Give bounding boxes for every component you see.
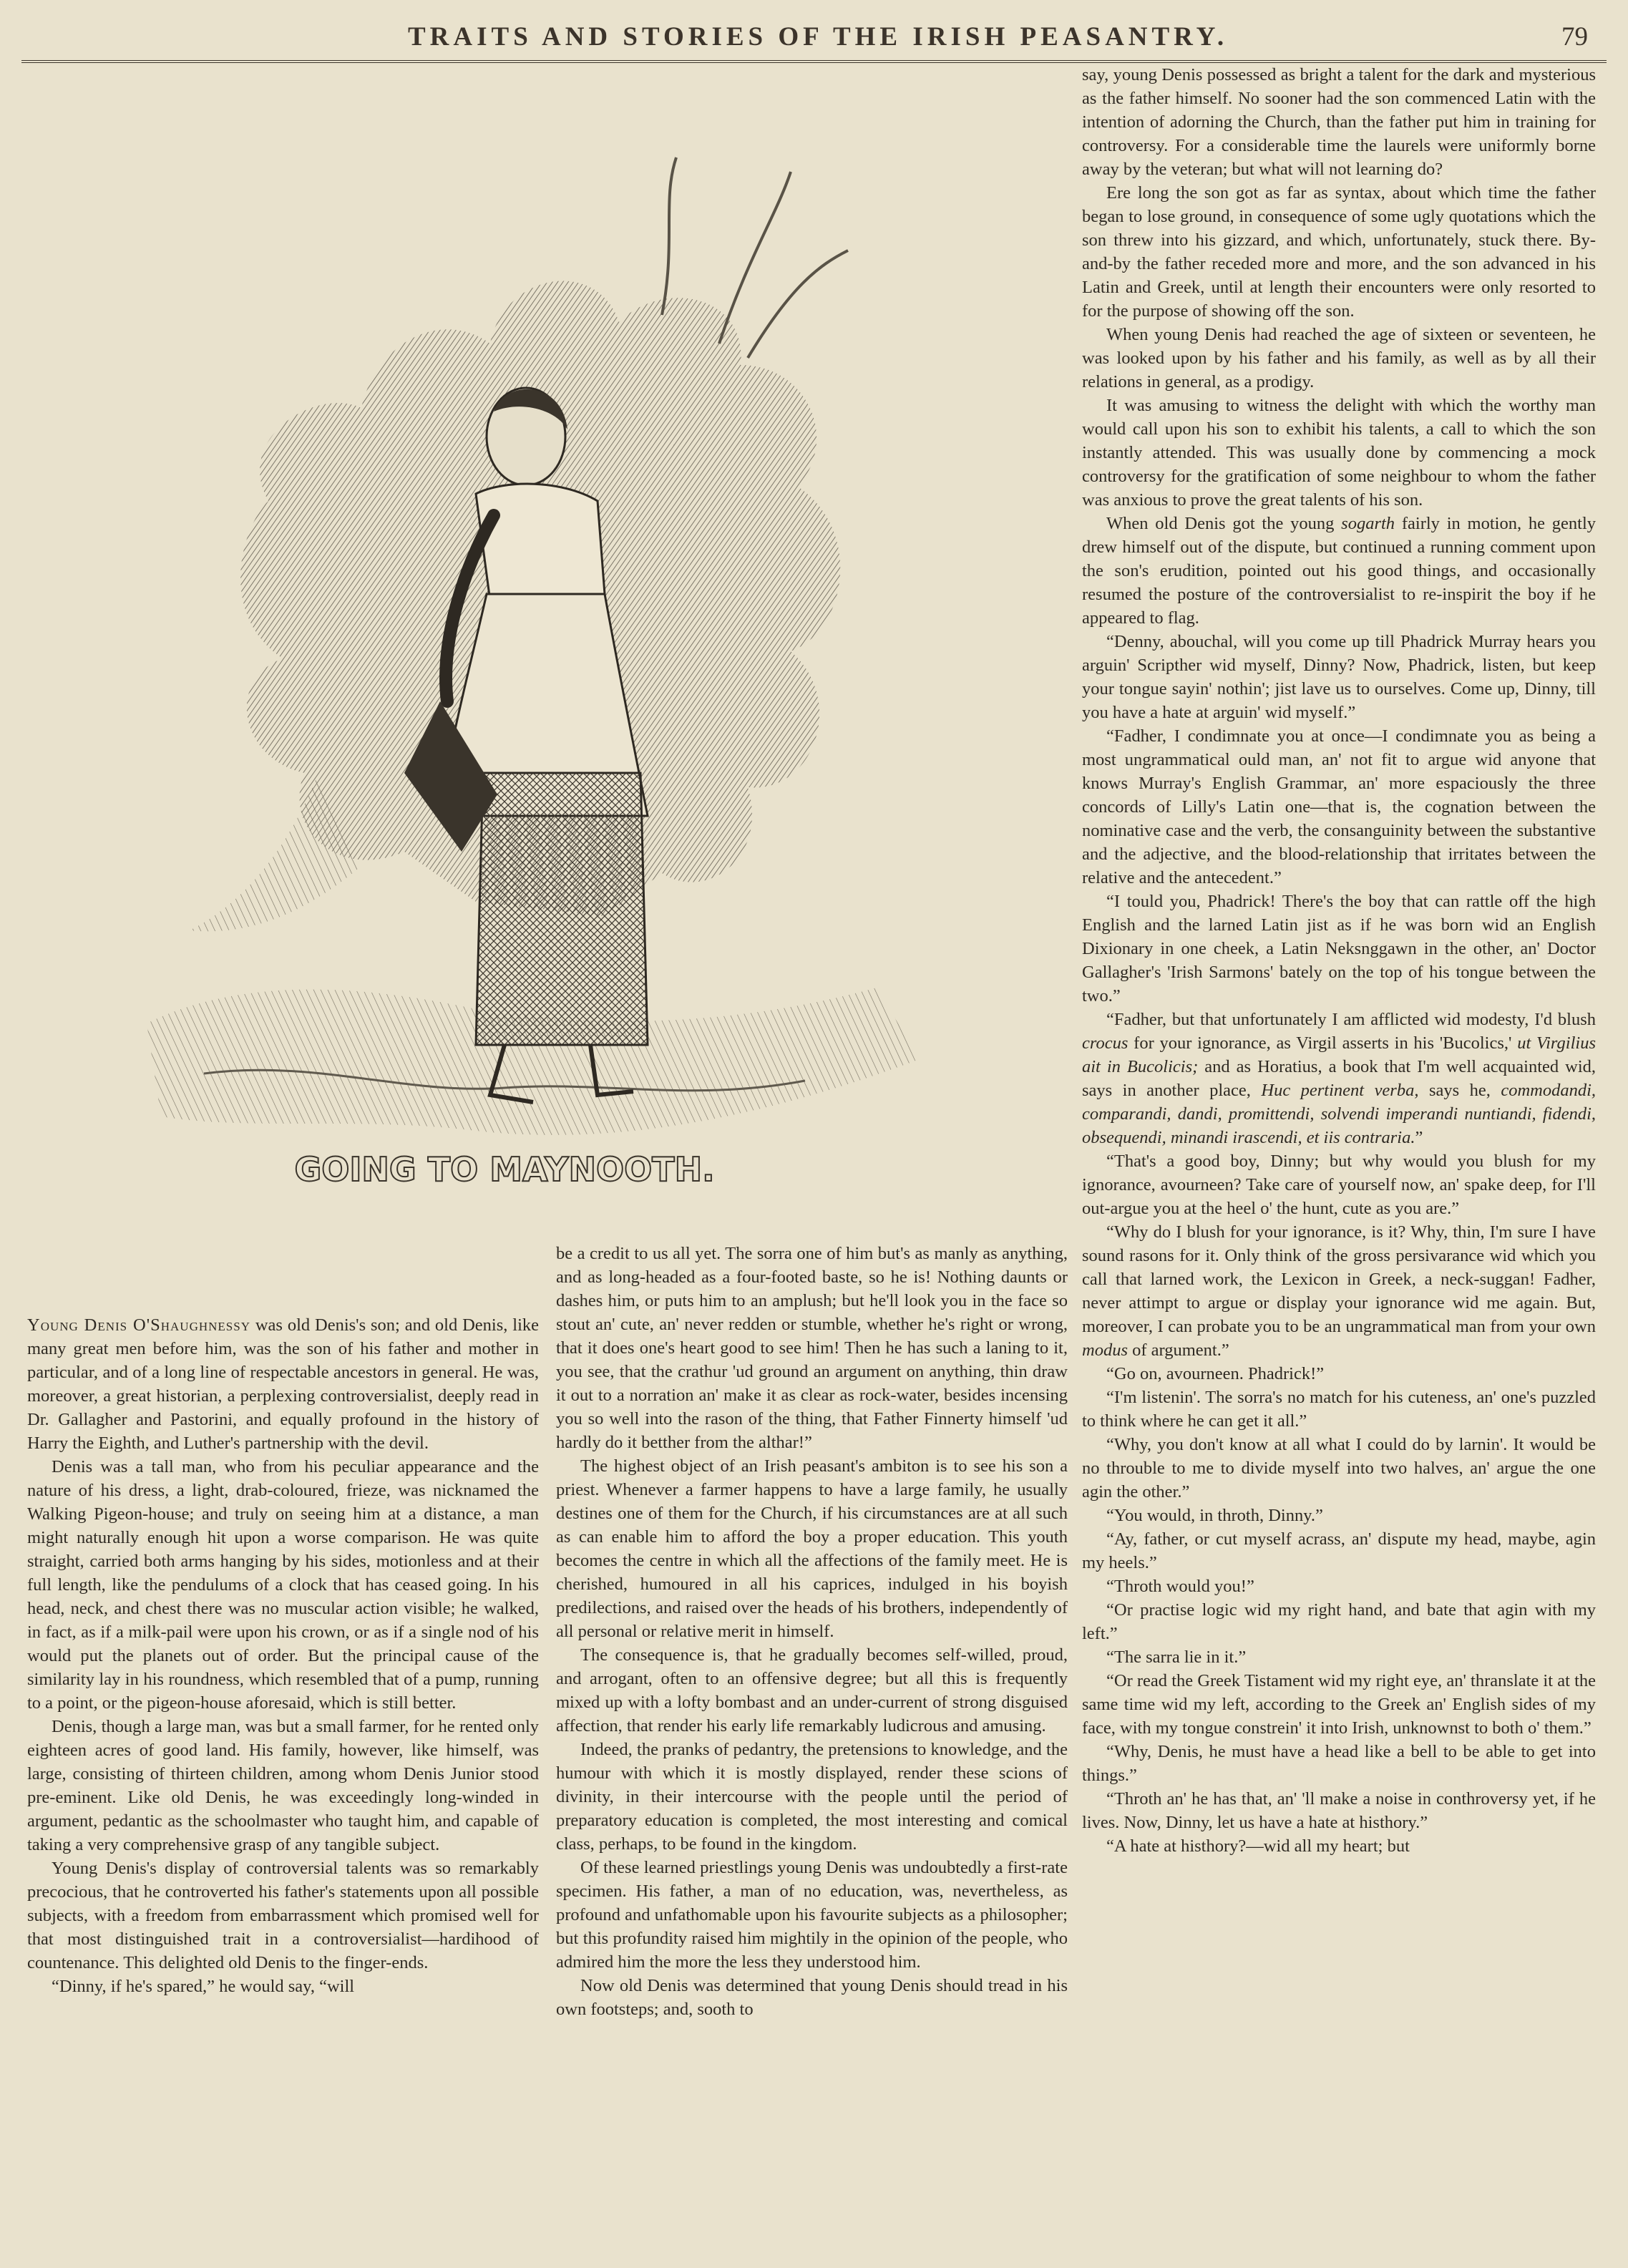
column-right — [1082, 63, 1596, 1858]
paragraph: Of these learned priestlings young Denis was undoubtedly a first-rate specimen. His father, a man of no education, was, nevertheless, as profound and unfathomable upon his favourite subjects as a philosopher; but this profundity raised him mightily in the opinion of the people, who admired him the more the less they understood him. — [556, 1858, 1068, 1972]
paragraph: Young Denis's display of controversial talents was so remarkably precocious, that he controverted his father's statements upon all possible subjects, with a freedom from embarrassment which promised well for that most distinguished trait in a controversialist—hardihood of countenance. This delighted old Denis to the finger-ends. — [27, 1859, 539, 1972]
paragraph: “A hate at histhory?—wid all my heart; but — [1106, 1836, 1410, 1856]
paragraph: “Fadher, but that unfortunately I am afflicted wid modesty, I'd blush crocus for your ignorance, as Virgil asserts in his 'Bucolics,' ut Virgilius ait in Bucolicis; and as Horatius, a book that I'm well acquainted wid, says in another place, Huc pertinent verba, says he, commodandi, comparandi, dandi, promittendi, solvendi imperandi nuntiandi, fidendi, obsequendi, minandi irascendi, et iis contraria.” — [1082, 1010, 1597, 1147]
paragraph: “Why, Denis, he must have a head like a bell to be able to get into things.” — [1082, 1742, 1596, 1785]
column-middle — [556, 1242, 1068, 2021]
engraving-illustration — [104, 129, 970, 1245]
paragraph: Now old Denis was determined that young Denis should tread in his own footsteps; and, sooth to — [556, 1976, 1068, 2019]
paragraph: “I'm listenin'. The sorra's no match for his cuteness, an' one's puzzled to think where he can get it all.” — [1082, 1388, 1596, 1431]
paragraph: “That's a good boy, Dinny; but why would you blush for my ignorance, avourneen? Take care of yourself now, an' spake deep, for I'll out-argue you at the heel o' the hunt, cute as you are.” — [1082, 1152, 1596, 1218]
paragraph: Ere long the son got as far as syntax, about which time the father began to lose ground, in consequence of some ugly quotations which the son threw into his gizzard, and which, unfortunately, stuck there. By-and-by the father receded more and more, and the son advanced in his Latin and Greek, until at length their encounters were only resorted to for the purpose of showing off the son. — [1082, 183, 1596, 321]
paragraph: “Throth would you!” — [1106, 1577, 1254, 1596]
lead-in: Young Denis O'Shaughnessy — [27, 1315, 250, 1335]
paragraph: Indeed, the pranks of pedantry, the pretensions to knowledge, and the humour with which it is mostly displayed, render these scions of divinity, in their intercourse with the people until the period of preparatory education is completed, the most interesting and comical class, perhaps, to be found in the kingdom. — [556, 1740, 1068, 1854]
paragraph: “You would, in throth, Dinny.” — [1106, 1506, 1323, 1525]
paragraph: “Why do I blush for your ignorance, is it? Why, thin, I'm sure I have sound rasons for it. Only think of the gross persivarance wid which you call that larned work, the Lexicon in Greek, a neck-suggan! Fadher, never attimpt to argue or display your ignorance wid me again. But, moreover, I can probate you to be an ungrammatical man from your own modus of argument.” — [1082, 1222, 1596, 1360]
paragraph: “Ay, father, or cut myself acrass, an' dispute my head, maybe, agin my heels.” — [1082, 1529, 1596, 1572]
paragraph: Denis, though a large man, was but a small farmer, for he rented only eighteen acres of good land. His family, however, like himself, was large, consisting of thirteen children, among whom Denis Junior stood pre-eminent. Like old Denis, he was exceedingly long-winded in argument, pedantic as the schoolmaster who taught him, and capable of taking a very comprehensive grasp of any tangible subject. — [27, 1717, 539, 1854]
paragraph: When old Denis got the young sogarth fairly in motion, he gently drew himself out of the dispute, but continued a running comment upon the son's erudition, pointed out his good things, and occasionally resumed the posture of the controversialist to re-inspirit the boy if he appeared to flag. — [1082, 514, 1597, 628]
paragraph: The highest object of an Irish peasant's ambiton is to see his son a priest. Whenever a farmer happens to have a large family, he usually destines one of them for the Church, if his circumstances are at all such as can enable him to afford the boy a proper education. This youth becomes the centre in which all the affections of the family meet. He is cherished, humoured in all his caprices, indulged in his boyish predilections, and raised over the heads of his brothers, independently of all personal or relative merit in himself. — [556, 1456, 1068, 1641]
paragraph: say, young Denis possessed as bright a talent for the dark and mysterious as the father himself. No sooner had the son commenced Latin with the intention of adorning the Church, than the father put him in training for controversy. For a considerable time the laurels were uniformly borne away by the veteran; but what will not learning do? — [1082, 65, 1596, 179]
paragraph: It was amusing to witness the delight with which the worthy man would call upon his son to exhibit his talents, a call to which the son instantly attended. This was usually done by commencing a mock controversy for the gratification of some neighbour to whom the father was anxious to prove the great talents of his son. — [1082, 396, 1596, 510]
paragraph: “I tould you, Phadrick! There's the boy that can rattle off the high English and the larned Latin jist as if he was born wid an English Dixionary in one cheek, a Latin Neksnggawn in the other, an' Doctor Gallagher's 'Irish Sarmons' bately on the top of his tongue between the two.” — [1082, 892, 1596, 1006]
paragraph: Young Denis O'Shaughnessy was old Denis's son; and old Denis, like many great men before him, was the son of his father and mother in particular, and of a long line of respectable ancestors in general. He was, moreover, a great historian, a perplexing controversialist, deeply read in Dr. Gallagher and Pastorini, and equally profound in the history of Harry the Eighth, and Luther's partnership with the devil. — [27, 1315, 540, 1453]
paragraph: “Denny, abouchal, will you come up till Phadrick Murray hears you arguin' Scripther wid myself, Dinny? Now, Phadrick, listen, but keep your tongue sayin' nothin'; jist lave us to ourselves. Come up, Dinny, till you have a hate at arguin' wid myself.” — [1082, 632, 1596, 722]
paragraph: “Or practise logic wid my right hand, and bate that agin with my left.” — [1082, 1600, 1596, 1643]
paragraph: “Fadher, I condimnate you at once—I condimnate you as being a most ungrammatical ould man, an' not fit to argue wid anyone that knows Murray's English Grammar, an' more espaciously the three concords of Lilly's Latin one—that is, the cognation between the nominative case and the verb, the consanguinity between the substantive and the adjective, and the blood-relationship that irritates between the relative and the antecedent.” — [1082, 726, 1596, 887]
paragraph: be a credit to us all yet. The sorra one of him but's as manly as anything, and as long-headed as a four-footed baste, so he is! Nothing daunts or dashes him, or puts him to an amplush; but he'll look you in the face so stout an' cute, an' never redden or stumble, whether he's right or wrong, that it does one's heart good to see him! Then he has such a laning to it, you see, that the crathur 'ud ground an argument on anything, thin draw it out to a norration an' make it as clear as rock-water, besides incensing you so well into the rason of the thing, that Father Finnerty himself 'ud hardly do it betther from the althar!” — [556, 1244, 1068, 1452]
running-header — [21, 13, 1607, 63]
paragraph: “Dinny, if he's spared,” he would say, “will — [52, 1977, 355, 1996]
illustration-caption: GOING TO MAYNOOTH. — [294, 1150, 715, 1189]
paragraph: “Or read the Greek Tistament wid my right eye, an' thranslate it at the same time wid my left, according to the Greek an' English sides of my face, with my tongue constrein' it into Irish, unknownst to both o' them.” — [1082, 1671, 1596, 1738]
paragraph: “Go on, avourneen. Phadrick!” — [1106, 1364, 1325, 1383]
paragraph: Denis was a tall man, who from his peculiar appearance and the nature of his dress, a light, drab-coloured, frieze, was nicknamed the Walking Pigeon-house; and truly on seeing him at a distance, a man might naturally enough hit upon a worse comparison. He was quite straight, carried both arms hanging by his sides, motionless and at their full length, like the pendulums of a clock that has ceased going. In his head, neck, and chest there was no muscular action visible; he walked, in fact, as if a milk-pail were upon his crown, or as if a single nod of his would put the planets out of order. But the principal cause of the similarity lay in his roundness, which resembled that of a pump, running to a point, or the pigeon-house aforesaid, which is still better. — [27, 1457, 539, 1713]
paragraph: “Throth an' he has that, an' 'll make a noise in conthroversy yet, if he lives. Now, Dinny, let us have a hate at histhory.” — [1082, 1789, 1596, 1832]
paragraph: “The sarra lie in it.” — [1106, 1648, 1247, 1667]
paragraph: “Why, you don't know at all what I could do by larnin'. It would be no throuble to me to divide myself into two halves, an' argue the one agin the other.” — [1082, 1435, 1596, 1502]
running-title: TRAITS AND STORIES OF THE IRISH PEASANTRY. — [408, 22, 1229, 52]
paragraph: The consequence is, that he gradually becomes self-willed, proud, and arrogant, often to an offensive degree; but all this is frequently mixed up with a lofty bombast and an under-current of strong disguised affection, that render his early life remarkably ludicrous and amusing. — [556, 1645, 1068, 1736]
page-number: 79 — [1561, 22, 1588, 52]
column-left — [27, 1313, 539, 1998]
paragraph: When young Denis had reached the age of sixteen or seventeen, he was looked upon by his father and his family, as well as by all their relations in general, as a prodigy. — [1082, 325, 1596, 391]
